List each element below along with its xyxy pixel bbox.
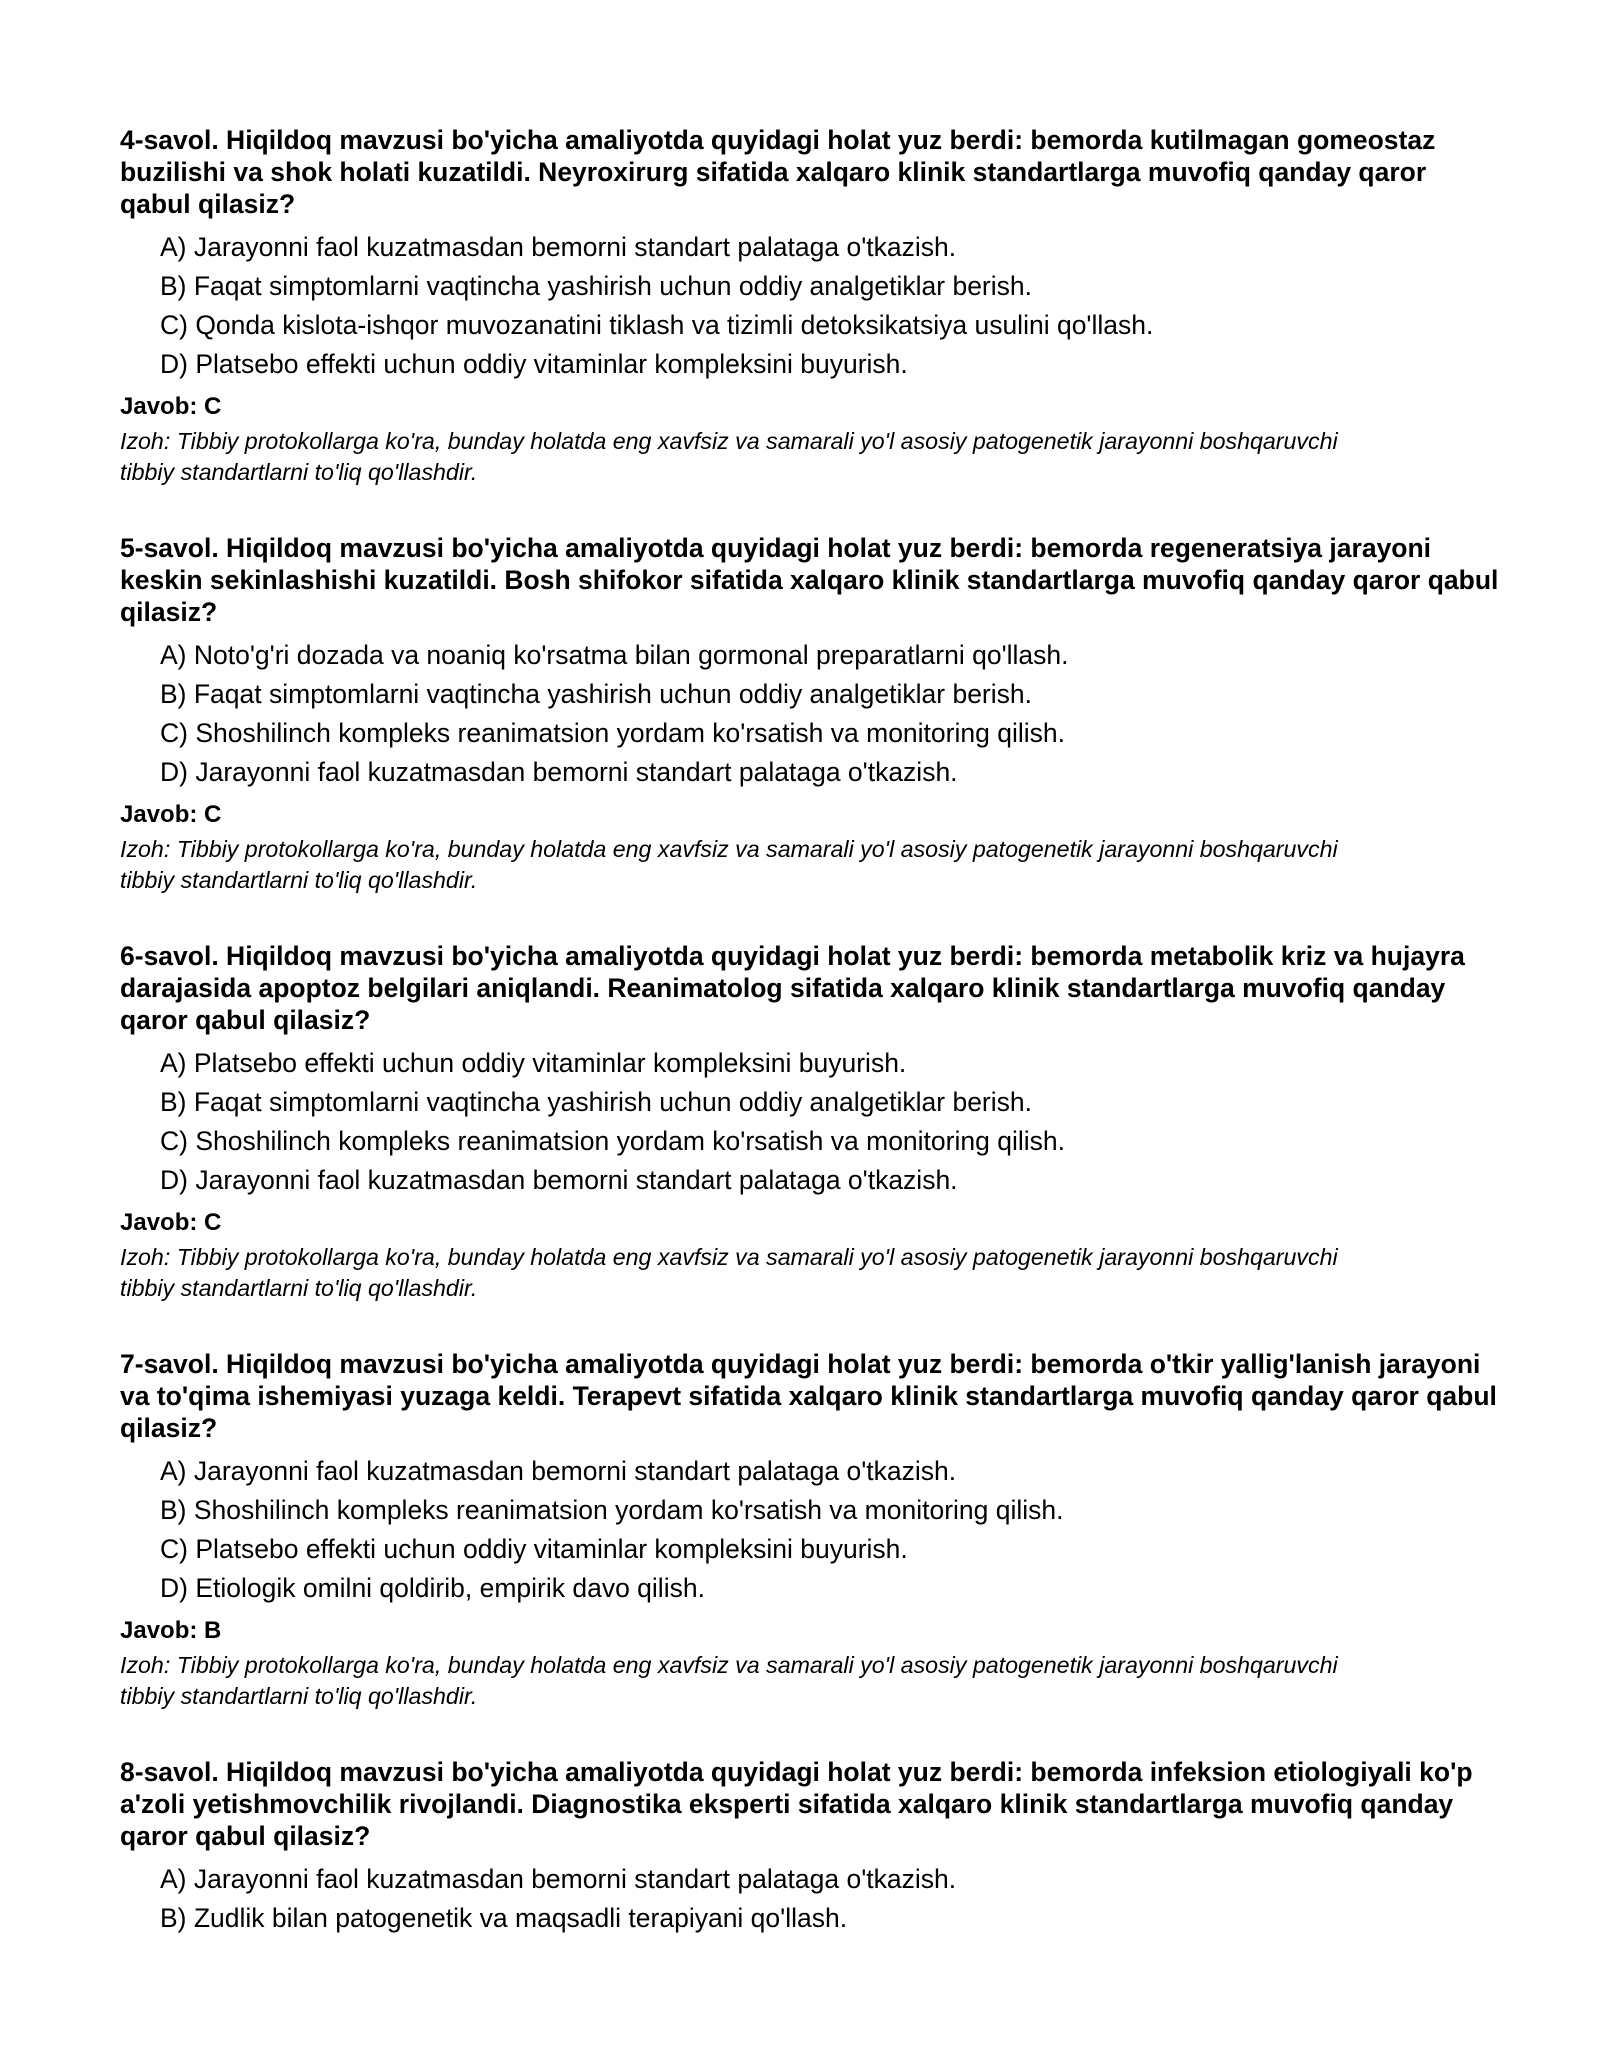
correct-answer: Javob: C <box>120 393 222 420</box>
question-title: 7-savol. Hiqildoq mavzusi bo'yicha amaliyotda quyidagi holat yuz berdi: bemorda o'tkir yallig'lanish jarayoni va to'qima ishemiyasi yuzaga keldi. Terapevt sifatida xalqaro klinik standartlarga muvofiq qanday qaror qabul qilasiz? <box>120 1349 1497 1443</box>
question-block <box>120 1348 1500 1712</box>
explanation-note: Izoh: Tibbiy protokollarga ko'ra, bunday holatda eng xavfsiz va samarali yo'l asosiy patogenetik jarayonni boshqaruvchi tibbiy standartlarni to'liq qo'llashdir. <box>120 1244 1338 1301</box>
explanation-note: Izoh: Tibbiy protokollarga ko'ra, bunday holatda eng xavfsiz va samarali yo'l asosiy patogenetik jarayonni boshqaruvchi tibbiy standartlarni to'liq qo'llashdir. <box>120 836 1338 893</box>
answer-options <box>120 636 1500 792</box>
answer-options <box>120 1860 1500 1938</box>
answer-options <box>120 1452 1500 1608</box>
answer-options <box>120 228 1500 384</box>
question-block <box>120 940 1500 1304</box>
answer-option-c: C) Shoshilinch kompleks reanimatsion yordam ko'rsatish va monitoring qilish. <box>160 1126 1065 1156</box>
answer-option-a: A) Jarayonni faol kuzatmasdan bemorni standart palataga o'tkazish. <box>160 232 957 262</box>
correct-answer: Javob: B <box>120 1617 222 1644</box>
question-title: 6-savol. Hiqildoq mavzusi bo'yicha amaliyotda quyidagi holat yuz berdi: bemorda metabolik kriz va hujayra darajasida apoptoz belgilari aniqlandi. Reanimatolog sifatida xalqaro klinik standartlarga muvofiq qanday qaror qabul qilasiz? <box>120 941 1465 1035</box>
answer-options <box>120 1044 1500 1200</box>
answer-option-b: B) Faqat simptomlarni vaqtincha yashirish uchun oddiy analgetiklar berish. <box>160 271 1032 301</box>
correct-answer: Javob: C <box>120 1209 222 1236</box>
question-title: 8-savol. Hiqildoq mavzusi bo'yicha amaliyotda quyidagi holat yuz berdi: bemorda infeksion etiologiyali ko'p a'zoli yetishmovchilik rivojlandi. Diagnostika eksperti sifatida xalqaro klinik standartlarga muvofiq qanday qaror qabul qilasiz? <box>120 1757 1473 1851</box>
answer-option-c: C) Qonda kislota-ishqor muvozanatini tiklash va tizimli detoksikatsiya usulini qo'llash. <box>160 310 1154 340</box>
answer-option-b: B) Shoshilinch kompleks reanimatsion yordam ko'rsatish va monitoring qilish. <box>160 1495 1064 1525</box>
answer-option-a: A) Jarayonni faol kuzatmasdan bemorni standart palataga o'tkazish. <box>160 1456 957 1486</box>
question-block <box>120 1756 1500 1938</box>
answer-option-b: B) Faqat simptomlarni vaqtincha yashirish uchun oddiy analgetiklar berish. <box>160 1087 1032 1117</box>
question-title: 5-savol. Hiqildoq mavzusi bo'yicha amaliyotda quyidagi holat yuz berdi: bemorda regeneratsiya jarayoni keskin sekinlashishi kuzatildi. Bosh shifokor sifatida xalqaro klinik standartlarga muvofiq qanday qaror qabul qilasiz? <box>120 533 1499 627</box>
answer-option-d: D) Jarayonni faol kuzatmasdan bemorni standart palataga o'tkazish. <box>160 1165 958 1195</box>
answer-option-c: C) Platsebo effekti uchun oddiy vitaminlar kompleksini buyurish. <box>160 1534 908 1564</box>
answer-option-d: D) Jarayonni faol kuzatmasdan bemorni standart palataga o'tkazish. <box>160 757 958 787</box>
question-block <box>120 532 1500 896</box>
answer-option-a: A) Jarayonni faol kuzatmasdan bemorni standart palataga o'tkazish. <box>160 1864 957 1894</box>
answer-option-d: D) Platsebo effekti uchun oddiy vitaminlar kompleksini buyurish. <box>160 349 908 379</box>
answer-option-a: A) Noto'g'ri dozada va noaniq ko'rsatma bilan gormonal preparatlarni qo'llash. <box>160 640 1069 670</box>
question-title: 4-savol. Hiqildoq mavzusi bo'yicha amaliyotda quyidagi holat yuz berdi: bemorda kutilmagan gomeostaz buzilishi va shok holati kuzatildi. Neyroxirurg sifatida xalqaro klinik standartlarga muvofiq qanday qaror qabul qilasiz? <box>120 125 1436 219</box>
answer-option-b: B) Zudlik bilan patogenetik va maqsadli terapiyani qo'llash. <box>160 1903 848 1933</box>
explanation-note: Izoh: Tibbiy protokollarga ko'ra, bunday holatda eng xavfsiz va samarali yo'l asosiy patogenetik jarayonni boshqaruvchi tibbiy standartlarni to'liq qo'llashdir. <box>120 1652 1338 1709</box>
correct-answer: Javob: C <box>120 801 222 828</box>
answer-option-c: C) Shoshilinch kompleks reanimatsion yordam ko'rsatish va monitoring qilish. <box>160 718 1065 748</box>
question-block <box>120 124 1500 488</box>
answer-option-a: A) Platsebo effekti uchun oddiy vitaminlar kompleksini buyurish. <box>160 1048 907 1078</box>
answer-option-b: B) Faqat simptomlarni vaqtincha yashirish uchun oddiy analgetiklar berish. <box>160 679 1032 709</box>
answer-option-d: D) Etiologik omilni qoldirib, empirik davo qilish. <box>160 1573 705 1603</box>
explanation-note: Izoh: Tibbiy protokollarga ko'ra, bunday holatda eng xavfsiz va samarali yo'l asosiy patogenetik jarayonni boshqaruvchi tibbiy standartlarni to'liq qo'llashdir. <box>120 428 1338 485</box>
document-page <box>120 124 1500 1982</box>
